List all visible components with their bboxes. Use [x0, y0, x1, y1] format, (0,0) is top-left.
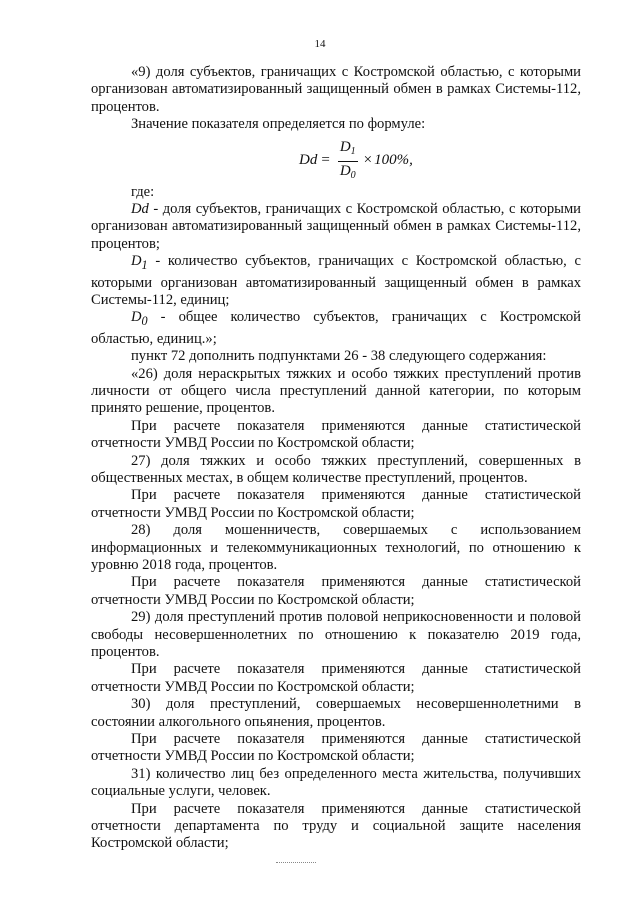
where-label: где: [131, 183, 155, 200]
formula [91, 136, 581, 182]
formula-rhs: 100%, [374, 152, 413, 169]
formula-equals: = [321, 152, 330, 169]
definition-text: - доля субъектов, граничащих с Костромской областью, с которыми организован автоматизированный защищенный обмен в рамках Системы-112, процентов; [91, 201, 581, 252]
definition [91, 253, 581, 309]
paragraph: 30) доля преступлений, совершаемых несовершеннолетними в состоянии алкогольного опьянения, процентов. [91, 696, 581, 730]
paragraph: 29) доля преступлений против половой неприкосновенности и половой свободы несовершеннолетних по отношению к показателю 2019 года, процентов. [91, 609, 581, 660]
formula-times: × [363, 152, 373, 169]
definition-text: - количество субъектов, граничащих с Костромской областью, с которыми организован автоматизированный защищенный обмен в рамках Системы-112, единиц; [91, 253, 581, 308]
numerator-subscript: 1 [350, 145, 356, 157]
paragraph: При расчете показателя применяются данные статистической отчетности департамента по труду и социальной защите населения Костромской области; [91, 800, 581, 852]
numerator-symbol: D [339, 138, 351, 155]
paragraph: 31) количество лиц без определенного места жительства, получивших социальные услуги, человек. [91, 765, 581, 800]
paragraph: пункт 72 дополнить подпунктами 26 - 38 следующего содержания: [131, 348, 547, 365]
paragraph: При расчете показателя применяются данные статистической отчетности УМВД России по Костромской области; [91, 661, 581, 695]
definition-text: - общее количество субъектов, граничащих с Костромской областью, единиц.»; [91, 309, 581, 347]
definition [91, 309, 581, 348]
document-body [91, 64, 581, 853]
page-number: 14 [314, 38, 326, 50]
denominator-symbol: D [339, 162, 351, 179]
denominator-subscript: 0 [350, 169, 356, 181]
formula-lhs: Dd [299, 152, 318, 169]
paragraph: При расчете показателя применяются данные статистической отчетности УМВД России по Костромской области; [91, 731, 581, 765]
paragraph: Значение показателя определяется по формуле: [131, 116, 426, 133]
paragraph: «9) доля субъектов, граничащих с Костромской областью, с которыми организован автоматизированный защищенный обмен в рамках Системы-112, процентов. [91, 64, 581, 115]
definition-subscript: 1 [141, 258, 148, 273]
definition-symbol: Dd [131, 201, 149, 218]
definition-subscript: 0 [141, 314, 148, 329]
paragraph: При расчете показателя применяются данные статистической отчетности УМВД России по Костромской области; [91, 487, 581, 521]
definition-symbol: D [131, 309, 142, 326]
paragraph: 27) доля тяжких и особо тяжких преступлений, совершенных в общественных местах, в общем количестве преступлений, процентов. [91, 452, 581, 486]
paragraph: При расчете показателя применяются данные статистической отчетности УМВД России по Костромской области; [91, 574, 581, 608]
paragraph: При расчете показателя применяются данные статистической отчетности УМВД России по Костромской области; [91, 417, 581, 452]
paragraph: 28) доля мошенничеств, совершаемых с использованием информационных и телекоммуникационных технологий, по отношению к уровню 2018 года, процентов. [91, 522, 581, 573]
scan-mark [276, 862, 316, 864]
paragraph: «26) доля нераскрытых тяжких и особо тяжких преступлений против личности от общего числа преступлений данной категории, по которым принято решение, процентов. [91, 365, 581, 417]
definition-symbol: D [131, 253, 142, 270]
formula-fraction [338, 139, 358, 184]
definition [91, 201, 581, 253]
